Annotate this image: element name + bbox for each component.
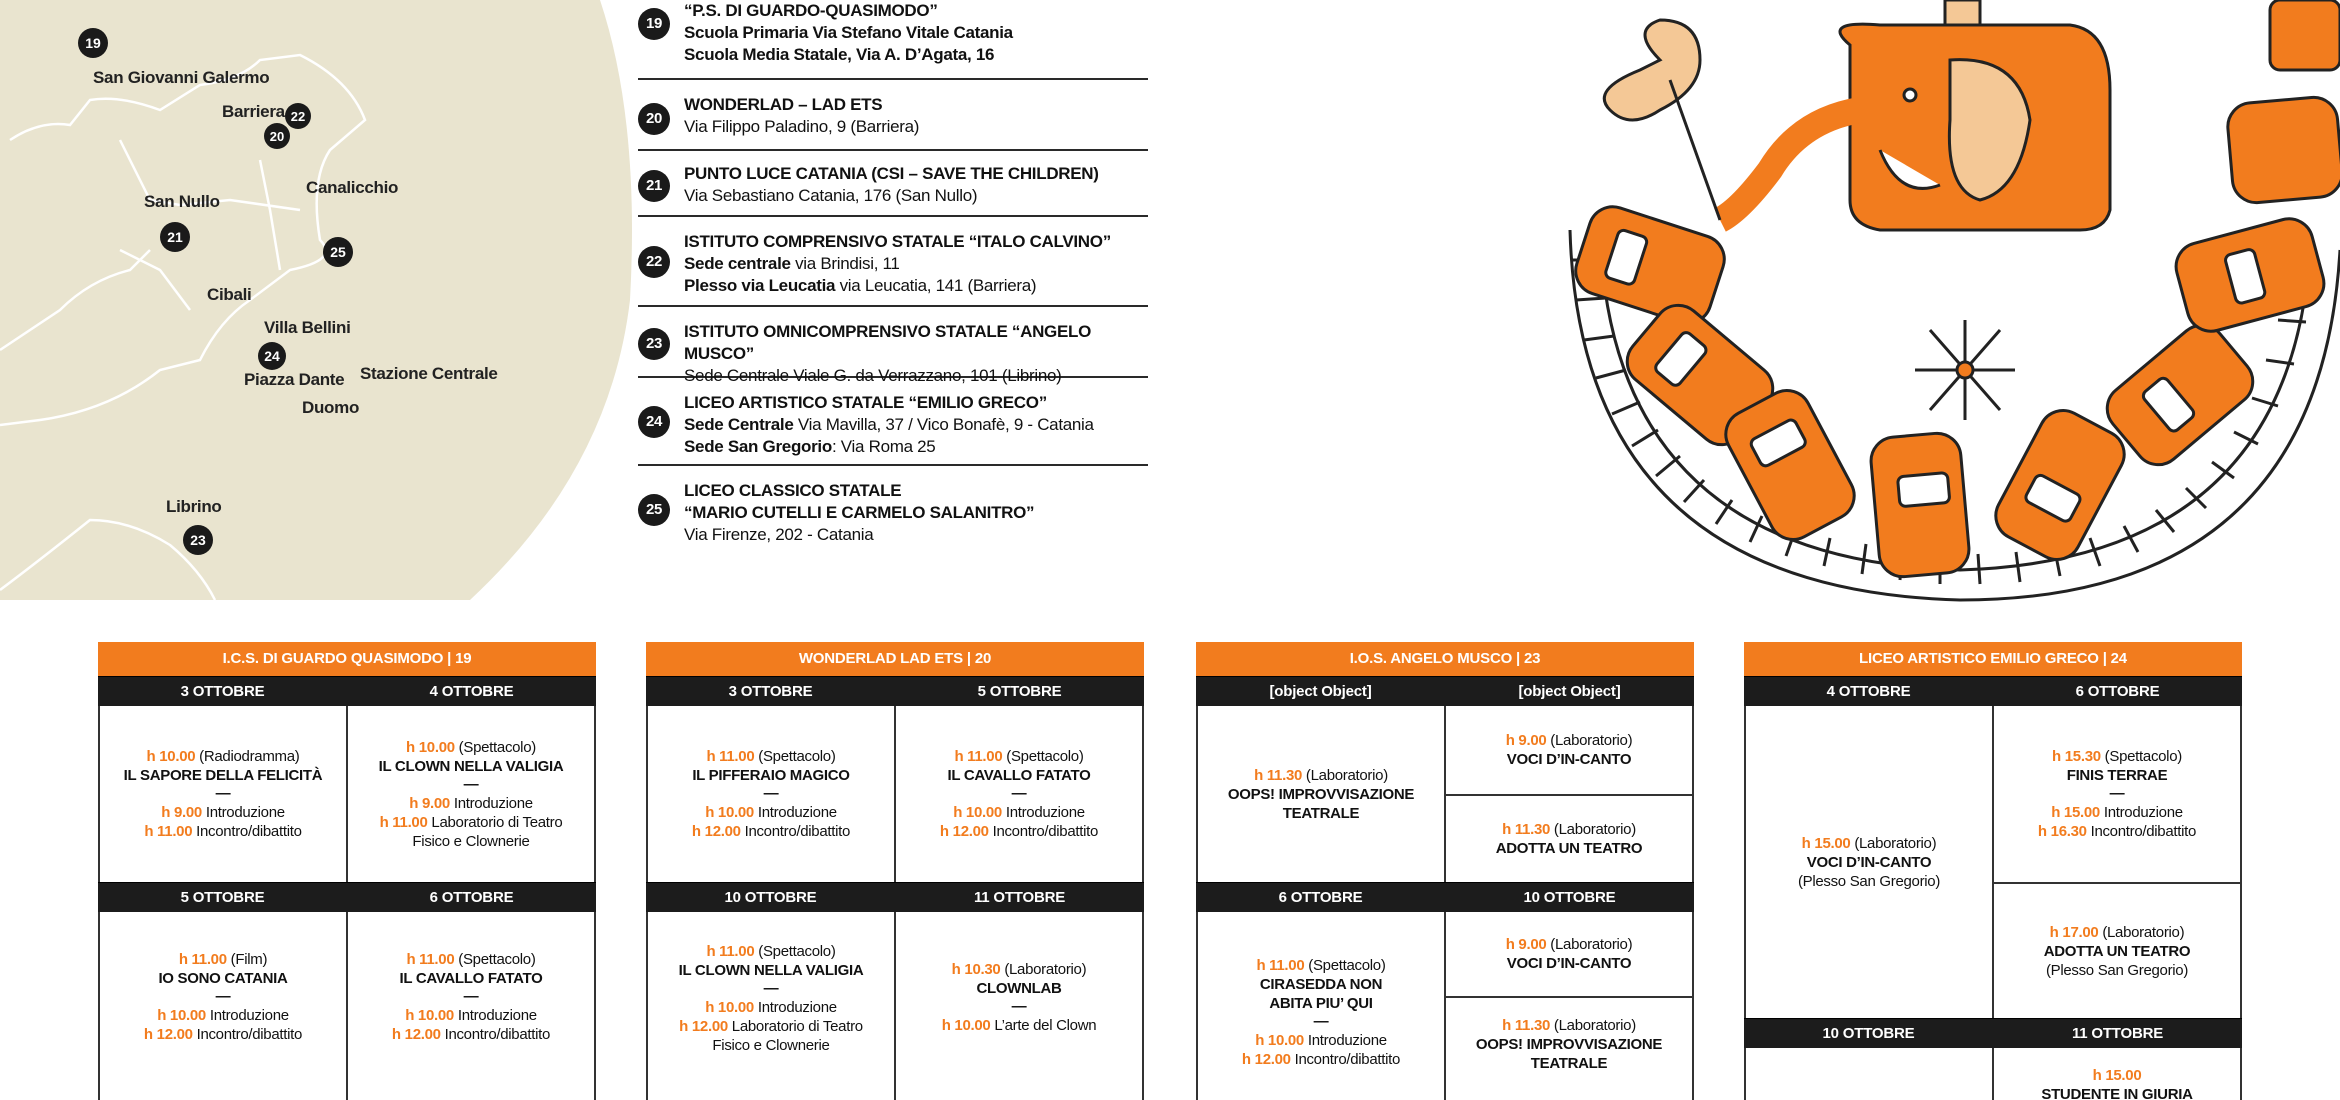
venue-item-21 bbox=[638, 151, 1148, 217]
venue-number: 19 bbox=[638, 8, 670, 40]
schedule-angelomusco bbox=[1196, 642, 1694, 1100]
event-time: h 10.00 bbox=[406, 738, 455, 756]
map-label-san-giovanni-galermo: San Giovanni Galermo bbox=[93, 68, 270, 87]
event-cell bbox=[1198, 912, 1444, 1100]
event-time: h 11.30 bbox=[1502, 1017, 1551, 1034]
schedule-row bbox=[1196, 706, 1694, 882]
event-time: h 11.00 bbox=[144, 823, 193, 840]
event-divider: — bbox=[1313, 1013, 1329, 1030]
event-note: Introduzione bbox=[1001, 804, 1085, 821]
event-cell bbox=[1446, 912, 1692, 996]
event-divider: — bbox=[763, 980, 779, 997]
date-header: 4 OTTOBRE bbox=[1826, 683, 1911, 700]
date-header-row bbox=[1744, 676, 2242, 706]
venue-number: 25 bbox=[638, 494, 670, 526]
event-title: OOPS! IMPROVVISAZIONE bbox=[1227, 785, 1415, 803]
event-note: Incontro/dibattito bbox=[2086, 823, 2197, 840]
event-kind: (Laboratorio) bbox=[1550, 1017, 1636, 1034]
map-pin-22: 22 bbox=[285, 103, 311, 129]
date-header-row bbox=[646, 882, 1144, 912]
event-time: h 11.00 bbox=[178, 951, 227, 968]
venue-address: Via Firenze, 202 - Catania bbox=[684, 525, 874, 544]
event-note: Introduzione bbox=[753, 999, 837, 1016]
event-divider: — bbox=[1011, 998, 1027, 1015]
event-cell bbox=[648, 912, 894, 1100]
event-cell bbox=[1746, 706, 1992, 1018]
event-time: h 11.00 bbox=[954, 748, 1003, 765]
venue-item-22 bbox=[638, 217, 1148, 307]
train-drawing bbox=[1550, 0, 2340, 620]
event-time: h 12.00 bbox=[939, 823, 989, 840]
event-time: h 11.00 bbox=[706, 748, 755, 765]
schedule-row bbox=[646, 912, 1144, 1100]
event-time: h 11.00 bbox=[379, 813, 428, 831]
event-title: IL CAVALLO FATATO bbox=[399, 970, 543, 987]
event-title: IL SAPORE DELLA FELICITÀ bbox=[123, 767, 323, 784]
event-cell bbox=[348, 706, 594, 882]
venue-number: 21 bbox=[638, 170, 670, 202]
venue-address: Via Stefano Vitale Catania bbox=[808, 23, 1013, 42]
venue-number: 24 bbox=[638, 406, 670, 438]
event-note: Fisico e Clownerie bbox=[712, 1037, 830, 1054]
map-label-piazza-dante: Piazza Dante bbox=[244, 370, 345, 389]
event-cell bbox=[348, 912, 594, 1100]
event-note: Introduzione bbox=[2099, 804, 2183, 821]
event-note: Introduzione bbox=[201, 804, 285, 821]
date-header-row bbox=[1196, 882, 1694, 912]
elephant-train-illustration bbox=[1550, 0, 2340, 620]
event-cell bbox=[1446, 794, 1692, 882]
venue-name: LICEO CLASSICO STATALE bbox=[684, 481, 902, 500]
event-title: IO SONO CATANIA bbox=[158, 970, 288, 987]
map-pin-20: 20 bbox=[264, 123, 290, 149]
event-time: h 10.00 bbox=[953, 804, 1002, 821]
date-header: 5 OTTOBRE bbox=[977, 683, 1062, 700]
date-header-row bbox=[98, 882, 596, 912]
map-pin-25: 25 bbox=[323, 237, 353, 267]
schedule-row bbox=[1744, 1048, 2242, 1100]
map-label-stazione-centrale: Stazione Centrale bbox=[360, 364, 498, 383]
event-kind: (Laboratorio) bbox=[1850, 834, 1937, 852]
map-label-san-nullo: San Nullo bbox=[144, 192, 220, 211]
venue-sede-label: Sede San Gregorio bbox=[684, 437, 832, 456]
event-cell bbox=[100, 912, 346, 1100]
event-kind: (Spettacolo) bbox=[1304, 957, 1386, 974]
event-title: IL CLOWN NELLA VALIGIA bbox=[678, 962, 864, 979]
event-title: VOCI D’IN-CANTO bbox=[1506, 751, 1632, 768]
event-time: h 12.00 bbox=[691, 823, 741, 840]
venue-sede-label: Scuola Primaria bbox=[684, 23, 809, 42]
event-time: h 15.30 bbox=[2052, 748, 2101, 765]
venue-item-23 bbox=[638, 307, 1148, 385]
venue-name: ISTITUTO OMNICOMPRENSIVO STATALE “ANGELO MUSCO” bbox=[684, 322, 1092, 363]
date-header: 5 OTTOBRE bbox=[180, 889, 265, 906]
venue-address: : Via Roma 25 bbox=[831, 437, 936, 456]
event-location: (Plesso San Gregorio) bbox=[2045, 961, 2189, 979]
event-time: h 12.00 bbox=[679, 1018, 728, 1035]
event-title: OOPS! IMPROVVISAZIONE bbox=[1475, 1036, 1663, 1053]
date-header: 6 OTTOBRE bbox=[1278, 889, 1363, 906]
event-divider: — bbox=[463, 988, 479, 1005]
date-header: [object Object] bbox=[1518, 683, 1621, 700]
date-header-row bbox=[1744, 1018, 2242, 1048]
venue-address: Via Mavilla, 37 / Vico Bonafè, 9 - Catania bbox=[793, 415, 1094, 434]
venue-item-25 bbox=[638, 466, 1148, 556]
event-kind: (Laboratorio) bbox=[1550, 821, 1636, 838]
schedule-wonderlad bbox=[646, 642, 1144, 1100]
event-time: h 10.00 bbox=[146, 748, 196, 765]
event-time: h 10.00 bbox=[705, 999, 754, 1016]
event-kind: (Spettacolo) bbox=[454, 951, 536, 968]
event-note: Incontro/dibattito bbox=[192, 823, 302, 840]
schedule-row bbox=[1744, 706, 2242, 1018]
schedule-title: LICEO ARTISTICO EMILIO GRECO | 24 bbox=[1744, 642, 2242, 676]
event-time: h 12.00 bbox=[391, 1026, 441, 1043]
map-pin-19: 19 bbox=[78, 28, 108, 58]
venue-address: Via Filippo Paladino, 9 (Barriera) bbox=[684, 117, 920, 136]
event-cell bbox=[1446, 706, 1692, 794]
venue-sede-label: Plesso via Leucatia bbox=[684, 276, 836, 295]
venue-item-19 bbox=[638, 0, 1148, 80]
event-divider: — bbox=[215, 988, 231, 1005]
venue-list bbox=[638, 0, 1148, 556]
event-note: Laboratorio di Teatro bbox=[727, 1018, 863, 1035]
event-title: IL CAVALLO FATATO bbox=[947, 767, 1091, 784]
date-header-row bbox=[1196, 676, 1694, 706]
event-title: STUDENTE IN GIURIA bbox=[2041, 1086, 2193, 1100]
date-header: 10 OTTOBRE bbox=[1523, 889, 1616, 906]
schedule-row bbox=[646, 706, 1144, 882]
date-header: 10 OTTOBRE bbox=[724, 889, 817, 906]
date-header: 6 OTTOBRE bbox=[2075, 683, 2160, 700]
date-header: 11 OTTOBRE bbox=[2071, 1025, 2164, 1042]
event-note: Incontro/dibattito bbox=[988, 823, 1099, 840]
event-location: (Plesso San Gregorio) bbox=[1797, 872, 1941, 890]
event-title: ADOTTA UN TEATRO bbox=[1495, 840, 1643, 857]
event-note: Incontro/dibattito bbox=[1290, 1051, 1401, 1068]
event-note: Incontro/dibattito bbox=[440, 1026, 551, 1043]
event-title: CIRASEDDA NON bbox=[1259, 976, 1383, 993]
date-header: 3 OTTOBRE bbox=[180, 683, 265, 700]
event-time: h 11.00 bbox=[406, 951, 455, 968]
venue-sede-label: Sede Centrale bbox=[684, 415, 794, 434]
date-header: 11 OTTOBRE bbox=[973, 889, 1066, 906]
event-time: h 10.00 bbox=[705, 804, 754, 821]
date-header: 4 OTTOBRE bbox=[429, 683, 514, 700]
venue-address: Via Sebastiano Catania, 176 (San Nullo) bbox=[684, 186, 978, 205]
event-time: h 10.00 bbox=[157, 1007, 206, 1024]
event-cell bbox=[896, 912, 1142, 1100]
date-header-row bbox=[98, 676, 596, 706]
event-time: h 17.00 bbox=[2049, 923, 2099, 941]
event-note: Incontro/dibattito bbox=[192, 1026, 303, 1043]
schedule-row bbox=[98, 912, 596, 1100]
date-header: 10 OTTOBRE bbox=[1822, 1025, 1915, 1042]
event-time: h 9.00 bbox=[1505, 936, 1547, 953]
event-cell bbox=[100, 706, 346, 882]
event-title: ADOTTA UN TEATRO bbox=[2043, 942, 2191, 960]
event-time: h 10.00 bbox=[941, 1017, 991, 1034]
schedule-icsdiguardo bbox=[98, 642, 596, 1100]
event-title-line2: TEATRALE bbox=[1282, 804, 1360, 822]
event-cell bbox=[1994, 706, 2240, 882]
date-header: 6 OTTOBRE bbox=[429, 889, 514, 906]
venue-name: ISTITUTO COMPRENSIVO STATALE “ITALO CALVINO” bbox=[684, 232, 1111, 251]
event-time: h 16.30 bbox=[2037, 823, 2087, 840]
event-cell bbox=[1994, 882, 2240, 1018]
event-title-line2: TEATRALE bbox=[1530, 1055, 1608, 1072]
event-kind: (Laboratorio) bbox=[1546, 936, 1633, 953]
event-title-line2: ABITA PIU’ QUI bbox=[1269, 995, 1373, 1012]
event-time: h 10.30 bbox=[951, 961, 1001, 978]
event-note: Introduzione bbox=[1303, 1032, 1387, 1049]
venue-item-20 bbox=[638, 80, 1148, 151]
event-time: h 11.00 bbox=[706, 943, 755, 960]
map-label-villa-bellini: Villa Bellini bbox=[264, 318, 351, 337]
event-cell bbox=[1446, 996, 1692, 1100]
event-cell bbox=[896, 706, 1142, 882]
venue-number: 20 bbox=[638, 103, 670, 135]
event-title: CLOWNLAB bbox=[976, 980, 1062, 997]
event-time: h 11.30 bbox=[1254, 766, 1303, 784]
event-note: L’arte del Clown bbox=[990, 1017, 1097, 1034]
catania-map bbox=[0, 0, 660, 600]
venue-name-line2: “MARIO CUTELLI E CARMELO SALANITRO” bbox=[684, 503, 1035, 522]
event-title: FINIS TERRAE bbox=[2066, 767, 2168, 784]
map-pin-21: 21 bbox=[160, 222, 190, 252]
event-time: h 12.00 bbox=[1241, 1051, 1291, 1068]
venue-number: 22 bbox=[638, 246, 670, 278]
event-cell-empty bbox=[1746, 1048, 1992, 1100]
date-header: 3 OTTOBRE bbox=[728, 683, 813, 700]
event-kind: (Laboratorio) bbox=[2098, 923, 2185, 941]
schedule-row bbox=[98, 706, 596, 882]
venue-address: via Brindisi, 11 bbox=[790, 254, 900, 273]
event-divider: — bbox=[763, 785, 779, 802]
event-title: VOCI D’IN-CANTO bbox=[1806, 853, 1932, 871]
event-note: Introduzione bbox=[453, 1007, 537, 1024]
event-cell bbox=[648, 706, 894, 882]
schedule-title: WONDERLAD LAD ETS | 20 bbox=[646, 642, 1144, 676]
event-time: h 10.00 bbox=[405, 1007, 454, 1024]
event-kind: (Laboratorio) bbox=[1302, 766, 1388, 784]
event-title: VOCI D’IN-CANTO bbox=[1506, 955, 1632, 972]
event-note: Introduzione bbox=[449, 794, 533, 812]
event-time: h 15.00 bbox=[2051, 804, 2100, 821]
event-note: Laboratorio di Teatro bbox=[427, 813, 563, 831]
event-note: Incontro/dibattito bbox=[740, 823, 851, 840]
venue-address: Sede Centrale Viale G. da Verrazzano, 101 (Librino) bbox=[684, 366, 1062, 385]
event-note: Fisico e Clownerie bbox=[412, 832, 530, 850]
event-cell bbox=[1198, 706, 1444, 882]
event-divider: — bbox=[215, 785, 231, 802]
venue-address: via Leucatia, 141 (Barriera) bbox=[835, 276, 1037, 295]
event-divider: — bbox=[2109, 785, 2125, 802]
venue-sede-label: Sede centrale bbox=[684, 254, 791, 273]
event-time: h 15.00 bbox=[1801, 834, 1851, 852]
map-label-duomo: Duomo bbox=[302, 398, 360, 417]
venue-name: PUNTO LUCE CATANIA (CSI – SAVE THE CHILDREN) bbox=[684, 164, 1099, 183]
event-note: Introduzione bbox=[205, 1007, 289, 1024]
event-divider: — bbox=[463, 775, 479, 793]
event-note: Introduzione bbox=[753, 804, 837, 821]
event-title: IL CLOWN NELLA VALIGIA bbox=[378, 757, 564, 775]
venue-number: 23 bbox=[638, 328, 670, 360]
venue-address: , Via A. D’Agata, 16 bbox=[847, 45, 995, 64]
venue-sede-label: Scuola Media Statale bbox=[684, 45, 848, 64]
event-cell bbox=[1994, 1048, 2240, 1100]
venue-name: WONDERLAD – LAD ETS bbox=[684, 95, 883, 114]
map-label-canalicchio: Canalicchio bbox=[306, 178, 399, 197]
event-kind: (Spettacolo) bbox=[1002, 748, 1084, 765]
event-time: h 9.00 bbox=[161, 804, 202, 821]
venue-name: LICEO ARTISTICO STATALE “EMILIO GRECO” bbox=[684, 393, 1047, 412]
event-kind: (Spettacolo) bbox=[2100, 748, 2182, 765]
event-kind: (Spettacolo) bbox=[454, 738, 536, 756]
date-header-row bbox=[646, 676, 1144, 706]
map-pin-23: 23 bbox=[183, 525, 213, 555]
schedule-title: I.O.S. ANGELO MUSCO | 23 bbox=[1196, 642, 1694, 676]
date-header: [object Object] bbox=[1269, 683, 1372, 700]
venue-item-24 bbox=[638, 378, 1148, 466]
event-time: h 12.00 bbox=[143, 1026, 193, 1043]
event-kind: (Radiodramma) bbox=[195, 748, 300, 765]
event-kind: (Film) bbox=[226, 951, 268, 968]
map-pin-24: 24 bbox=[258, 342, 286, 370]
event-title: IL PIFFERAIO MAGICO bbox=[692, 767, 850, 784]
event-time: h 10.00 bbox=[1255, 1032, 1304, 1049]
map-background bbox=[0, 0, 660, 600]
event-kind: (Spettacolo) bbox=[754, 748, 836, 765]
map-label-cibali: Cibali bbox=[207, 285, 252, 304]
schedule-row bbox=[1196, 912, 1694, 1100]
map-label-barriera: Barriera bbox=[222, 102, 285, 121]
schedule-emiliogreco bbox=[1744, 642, 2242, 1100]
event-kind: (Laboratorio) bbox=[1546, 732, 1633, 749]
schedule-title: I.C.S. DI GUARDO QUASIMODO | 19 bbox=[98, 642, 596, 676]
event-time: h 15.00 bbox=[2092, 1067, 2142, 1084]
map-label-librino: Librino bbox=[166, 497, 222, 516]
event-time: h 9.00 bbox=[409, 794, 450, 812]
event-time: h 9.00 bbox=[1505, 732, 1547, 749]
event-divider: — bbox=[1011, 785, 1027, 802]
event-kind: (Spettacolo) bbox=[754, 943, 836, 960]
event-kind: (Laboratorio) bbox=[1000, 961, 1087, 978]
venue-name: “P.S. DI GUARDO-QUASIMODO” bbox=[684, 1, 938, 20]
event-time: h 11.00 bbox=[1256, 957, 1305, 974]
event-time: h 11.30 bbox=[1502, 821, 1551, 838]
